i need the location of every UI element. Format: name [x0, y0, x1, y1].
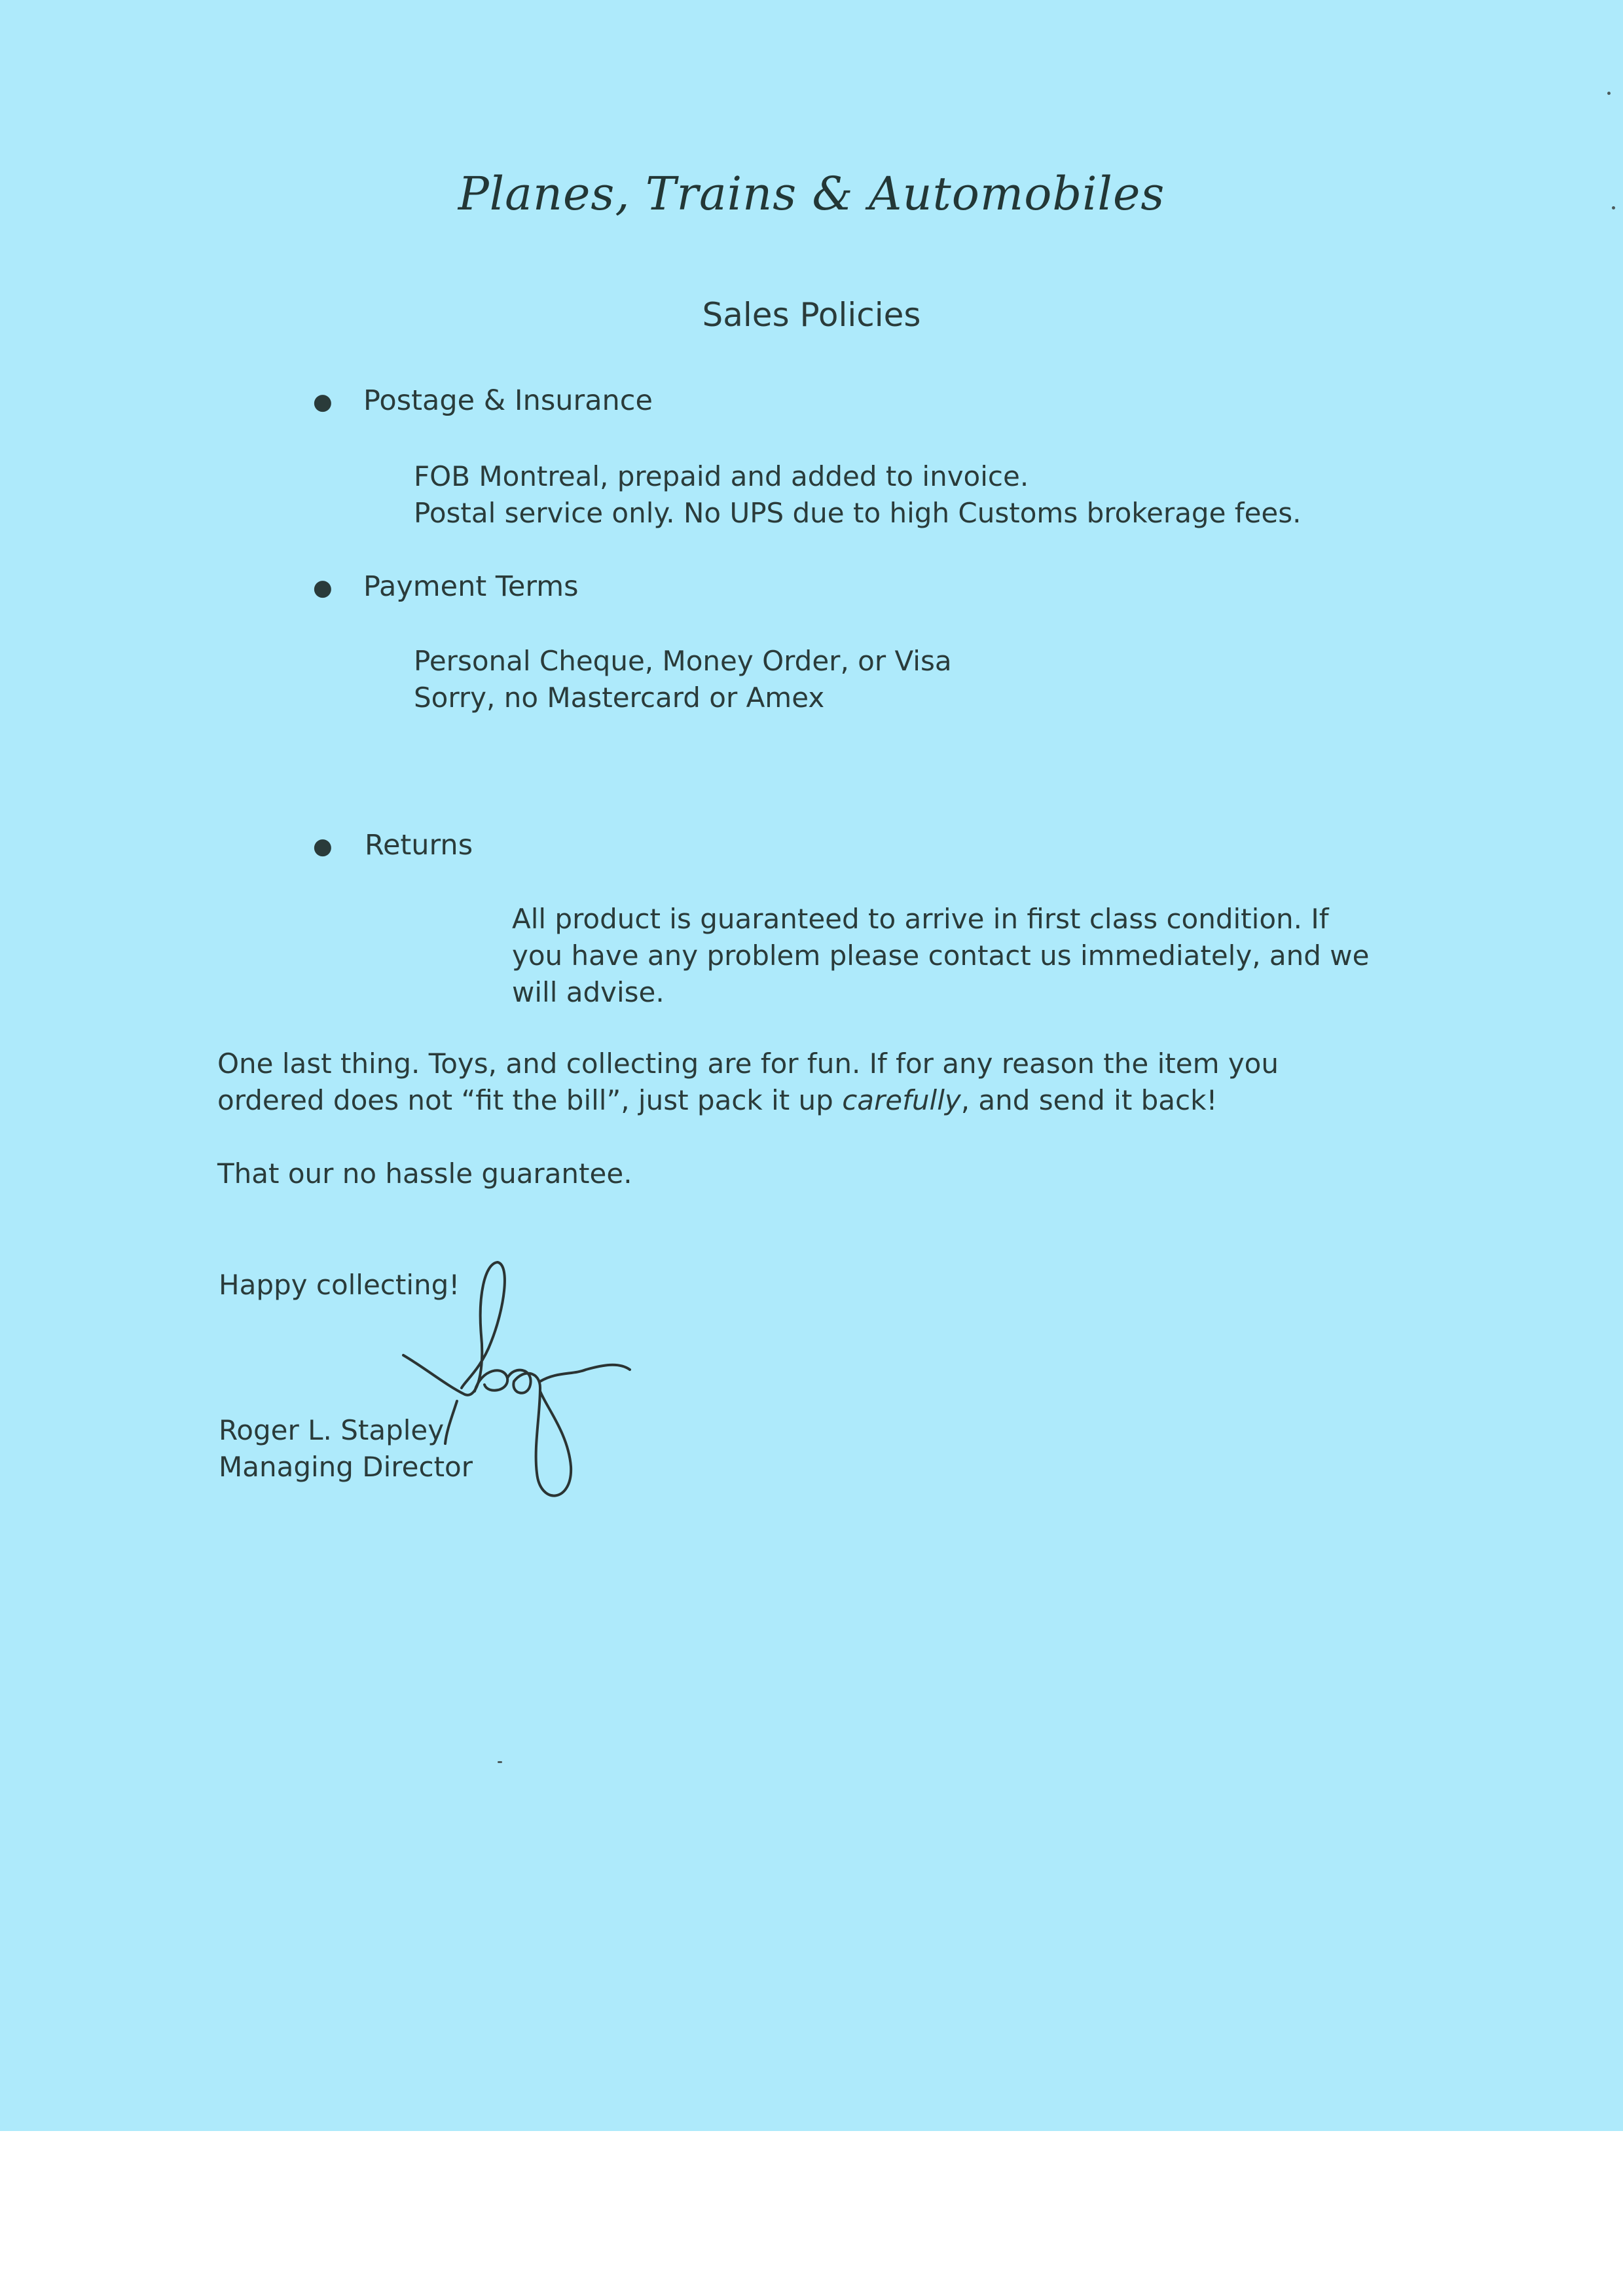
sign-off: Happy collecting! — [219, 1269, 460, 1301]
bullet-icon: ● — [313, 389, 333, 415]
bullet-icon: ● — [313, 575, 333, 601]
section-body-payment — [414, 643, 952, 716]
body-line: Sorry, no Mastercard or Amex — [414, 682, 825, 714]
document-title: Planes, Trains & Automobiles — [458, 167, 1165, 221]
body-line: Personal Cheque, Money Order, or Visa — [414, 645, 952, 677]
body-line: will advise. — [512, 976, 665, 1008]
paper-speck — [1607, 92, 1611, 95]
closing-text: , and send it back! — [960, 1084, 1218, 1116]
paper-speck — [1612, 206, 1615, 210]
body-line: Postal service only. No UPS due to high Customs brokerage fees. — [414, 497, 1302, 529]
bullet-icon: ● — [313, 833, 333, 860]
body-line: FOB Montreal, prepaid and added to invoice. — [414, 460, 1029, 492]
section-heading-returns: Returns — [365, 829, 473, 862]
body-line: All product is guaranteed to arrive in first class condition. If — [512, 903, 1329, 935]
signer-title: Managing Director — [219, 1451, 473, 1483]
closing-line-1: One last thing. Toys, and collecting are for fun. If for any reason the item you — [217, 1048, 1279, 1080]
section-body-postage — [414, 458, 1301, 532]
emphasis-text: carefully — [842, 1084, 961, 1116]
closing-line-2 — [217, 1082, 1279, 1119]
section-body-returns — [512, 901, 1369, 1011]
paper-speck — [498, 1761, 502, 1763]
body-line: you have any problem please contact us immediately, and we — [512, 939, 1370, 972]
section-heading-payment: Payment Terms — [363, 570, 579, 603]
section-heading-postage: Postage & Insurance — [363, 384, 653, 417]
closing-paragraph — [217, 1046, 1279, 1119]
closing-text: ordered does not “fit the bill”, just pack it up — [217, 1084, 843, 1116]
document-subtitle: Sales Policies — [702, 296, 921, 334]
guarantee-line: That our no hassle guarantee. — [217, 1157, 632, 1190]
signer-name: Roger L. Stapley — [219, 1414, 445, 1446]
signer-block — [219, 1412, 473, 1485]
